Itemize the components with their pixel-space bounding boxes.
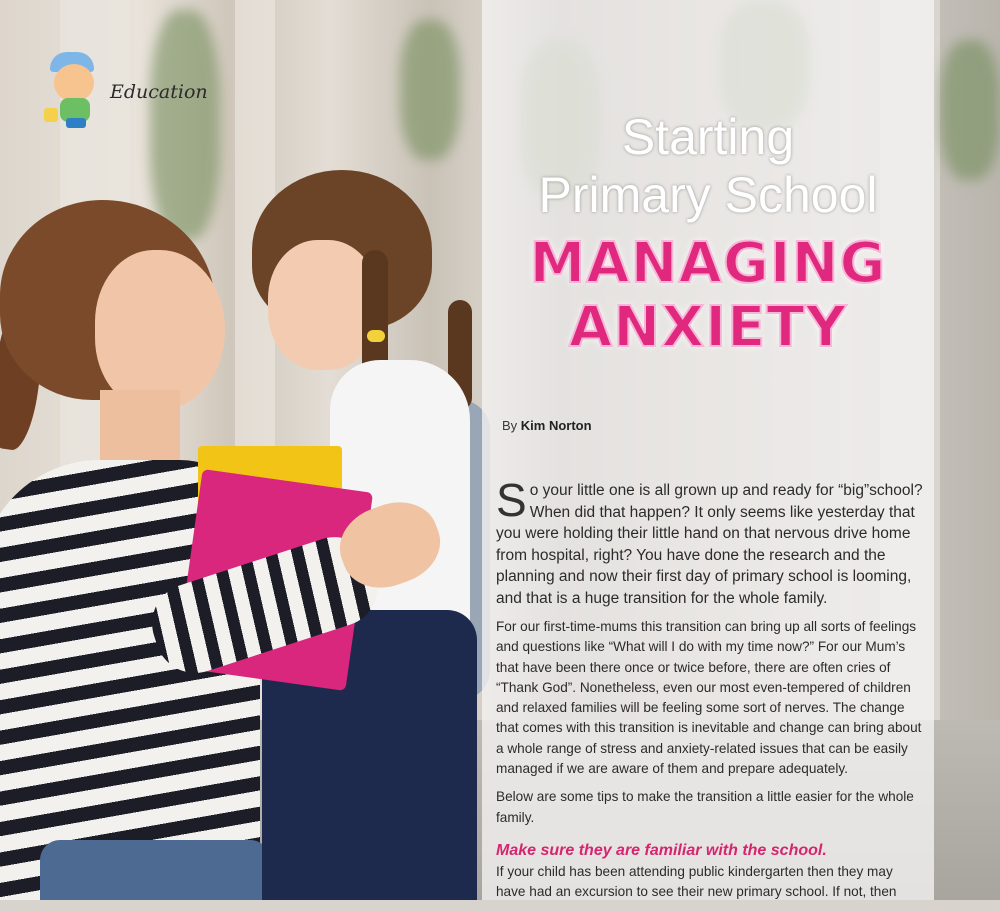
paragraph: If your child has been attending public kindergarten then they may have had an excursion to see their new primary school. If not, then: [496, 863, 897, 900]
section-label: Education: [110, 81, 208, 103]
title-main: [482, 108, 934, 224]
title-line: Starting: [621, 109, 795, 165]
title-line: ANXIETY: [568, 295, 848, 360]
author-name: Kim Norton: [520, 418, 592, 433]
subheading: Make sure they are familiar with the school.: [496, 841, 827, 859]
hair-tie: [367, 330, 385, 342]
article-body: [496, 474, 924, 911]
byline-prefix: By: [502, 418, 518, 433]
paragraph: For our first-time-mums this transition can bring up all sorts of feelings and questions like “What will I do with my time now?” For our Mum’s that have been there once or twice before, there are often cries of “Thank God”. Nonetheless, even our most even-tempered of children and relaxed families will be feeling some sort of nerves. The change that comes with this transition is inevitable and change can bring about a whole range of stress and anxiety-related issues that can be easily managed if we are aware of them and prepare adequately.: [496, 619, 922, 777]
title-line: MANAGING: [529, 231, 887, 296]
cartoon-boy-icon: [44, 50, 110, 130]
byline: [502, 418, 592, 433]
lead-text: o your little one is all grown up and ready for “big”school? When did that happen? It only seems like yesterday that you were holding their little hand on that nervous drive home from hospital, right? You have done the research and the planning and now their first day of primary school is looming, and that is a huge transition for the whole family.: [496, 482, 923, 607]
ivy: [940, 40, 1000, 180]
mother-jeans: [40, 840, 270, 900]
section-header: [44, 50, 208, 130]
title-accent: [482, 232, 934, 360]
paragraph: Below are some tips to make the transition a little easier for the whole family.: [496, 789, 914, 825]
mother-face: [95, 250, 225, 410]
title-line: Primary School: [538, 167, 878, 223]
ivy: [400, 20, 460, 160]
drop-cap: S: [496, 474, 527, 526]
lead-paragraph: [496, 474, 924, 609]
